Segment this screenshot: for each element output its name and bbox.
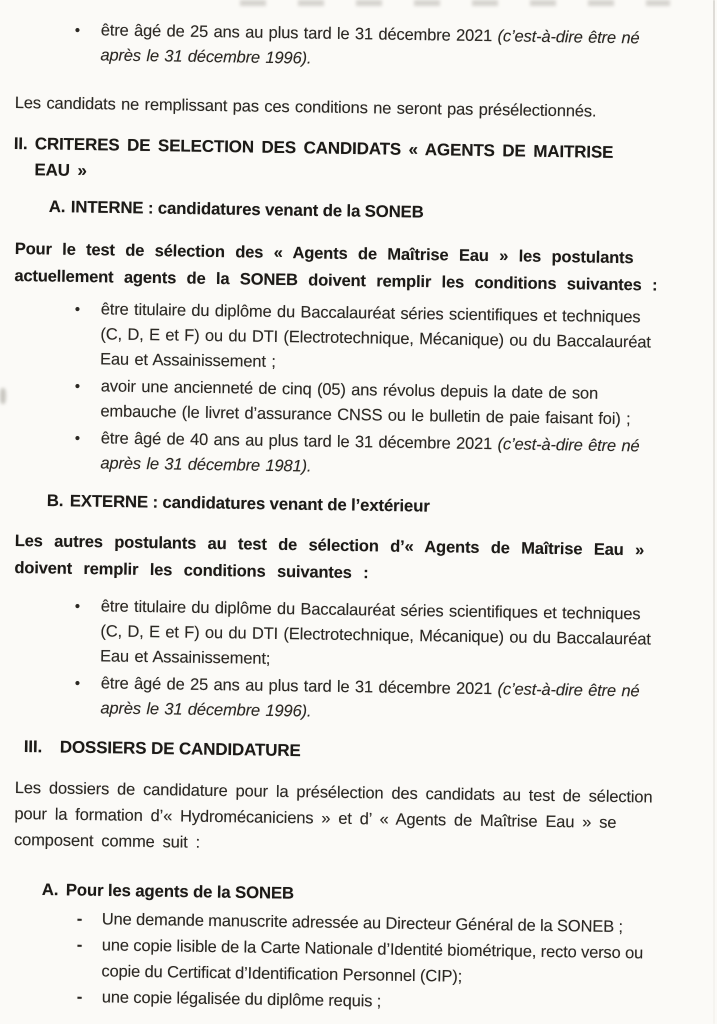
bullet-text [100,374,707,433]
bullet-text [100,426,707,485]
dash-icon: - [76,909,83,929]
subsection-title: Pour les agents de la SONEB [65,880,295,903]
interne-requirement-seniority [74,374,707,433]
requirement-text: être titulaire du diplôme du Baccalauréat séries scientifiques et techniques (C, D, E et F) ou du DTI (Electrotechnique, Mécanique) ou du Baccalauréat Eau et Assainissement ; [99,300,651,371]
bullet-icon: • [74,597,81,616]
section-iii-heading [24,734,707,770]
subsection-letter: A. [41,879,59,900]
age-25-requirement-bullet [74,18,707,77]
interne-requirement-diploma [74,297,707,381]
birthdate-note-italic: (c’est-à-dire être né après le 31 décembre 1996). [100,680,640,721]
requirement-text: être âgé de 25 ans au plus tard le 31 décembre 2021 [100,21,498,46]
externe-requirement-age [74,671,707,730]
dossiers-intro-paragraph: Les dossiers de candidature pour la présélection des candidats au test de sélection pour la formation d’« Hydromécaniciens » et d’ « Agents de Maîtrise Eau » se composent comme suit : [13,778,653,852]
requirement-text: être titulaire du diplôme du Baccalauréat séries scientifiques et techniques (C, D, E et F) ou du DTI (Electrotechnique, Mécanique) ou du Baccalauréat Eau et Assainissement; [99,597,651,668]
dash-icon: - [76,935,83,955]
interne-subheading [49,194,707,230]
bullet-icon: • [74,377,81,396]
subsection-letter: A. [48,196,66,217]
dossier-item-carte-identite [76,932,707,993]
preselection-note: Les candidats ne remplissant pas ces conditions ne seront pas présélectionnés. [14,93,597,121]
dash-icon: - [76,987,83,1007]
bullet-text [100,594,707,678]
interne-requirement-age [74,426,707,485]
section-ii-heading [13,131,707,193]
externe-requirement-diploma [74,594,707,678]
subsection-title: INTERNE : candidatures venant de la SONEB [70,197,424,222]
requirement-text: être âgé de 40 ans au plus tard le 31 décembre 2021 [100,429,498,454]
bullet-icon: • [74,674,81,693]
bullet-text [100,18,707,77]
externe-intro-paragraph: Les autres postulants au test de sélection d’« Agents de Maîtrise Eau » doivent remplir les conditions suivantes : [14,531,645,583]
section-number: III. [23,736,43,757]
dossier-item-text: une copie lisible de la Carte Nationale d’Identité biométrique, recto verso ou copie du Certificat d’Identification Personnel (CIP); [101,936,644,986]
section-title: DOSSIERS DE CANDIDATURE [59,737,301,761]
dossier-item-text: une copie légalisée du diplôme requis ; [101,988,382,1011]
dossier-item-text: Une demande manuscrite adressée au Directeur Général de la SONEB ; [101,910,624,937]
externe-subheading [47,488,707,524]
bullet-icon: • [74,429,81,448]
requirement-text: être âgé de 25 ans au plus tard le 31 décembre 2021 [100,674,498,699]
section-number: II. [13,133,28,154]
bullet-icon: • [74,300,81,319]
requirement-text: avoir une ancienneté de cinq (05) ans révolus depuis la date de son embauche (le livret d’assurance CNSS ou le bulletin de paie faisant foi) ; [100,377,631,429]
bullet-icon: • [74,21,81,40]
section-title: CRITERES DE SELECTION DES CANDIDATS « AGENTS DE MAITRISE EAU » [34,134,614,181]
scan-edge-shadow [713,0,715,1024]
subsection-letter: B. [46,490,64,511]
bullet-text [100,297,707,381]
subsection-title: EXTERNE : candidatures venant de l’extérieur [69,491,430,516]
bullet-text [100,671,707,730]
interne-intro-paragraph: Pour le test de sélection des « Agents de Maîtrise Eau » les postulants actuellement agents de la SONEB doivent remplir les conditions suivantes : [14,239,658,295]
birthdate-note-italic: (c’est-à-dire être né après le 31 décembre 1996). [100,27,640,68]
birthdate-note-italic: (c’est-à-dire être né après le 31 décembre 1981). [100,435,640,476]
